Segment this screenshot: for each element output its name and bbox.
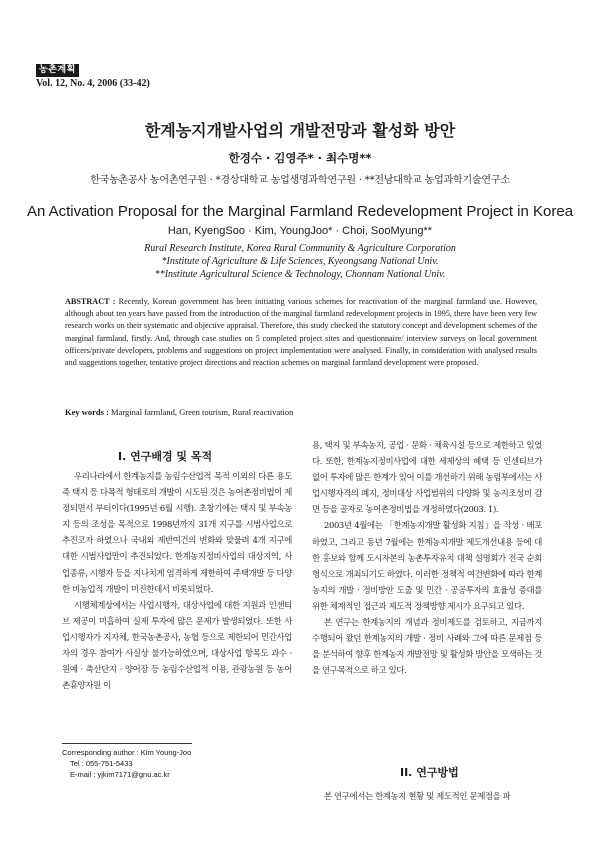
keywords [65, 407, 537, 417]
keywords-label: Key words : [65, 407, 109, 417]
footnote-tel: Tel : 055-751-5433 [70, 759, 133, 768]
section-heading-intro: I. 연구배경 및 목적 [118, 450, 213, 463]
paragraph: 본 연구는 한계농지의 개념과 정비제도를 검토하고, 지금까지 수행되어 왔던 한계농지의 개발 · 정비 사례와 그에 따른 문제점 등을 분석하여 향후 한계농지 개발전망 및 활성화 방안을 모색하는 것을 연구목적으로 하고 있다. [312, 617, 542, 676]
paragraph: 시행체계상에서는 사업시행자, 대상사업에 대한 지원과 인센티브 제공이 미흡하여 실제 투자에 많은 문제가 발생되었다. 또한 사업시행자가 지자체, 한국농촌공사, 농협 등으로 제한되어 민간사업자의 경우 참여가 사실상 불가능하였으며, 대상사업 항목도 과수 · 원예 · 축산단지 · 양어장 등 농림수산업적 이용, 관광농원 등 농어촌휴양자원 이 [62, 599, 292, 691]
right-column [312, 437, 542, 678]
journal-badge: 농촌계획 [36, 64, 79, 77]
footnote-author: Corresponding author : Kim Young-Joo [62, 748, 192, 757]
korean-affiliations: 한국농촌공사 농어촌연구원 · *경상대학교 농업생명과학연구원 · **전남대학교 농업과학기술연구소 [90, 175, 510, 186]
keywords-text: Marginal farmland, Green tourism, Rural reactivation [111, 407, 294, 417]
korean-authors: 한경수 · 김영주* · 최수명** [228, 151, 372, 165]
english-affiliation-2: *Institute of Agriculture & Life Sciences, Kyeongsang National Univ. [161, 256, 439, 267]
english-title: An Activation Proposal for the Marginal Farmland Redevelopment Project in Korea [26, 203, 574, 220]
left-column [62, 468, 292, 693]
paragraph: 우리나라에서 한계농지를 농림수산업적 목적 이외의 다른 용도 즉 택지 등 다목적 형태로의 개발이 시도된 것은 농어촌정비법이 제정되면서 부터이다(1995년 6월 시행). 초창기에는 택지 및 부속농지 등의 조성을 목적으로 1998년까지 31개 지구를 시범사업으로 추진코자 하였으나 국내외 제반여건의 변화와 맞물려 4개 지구에 대한 시범사업만이 추진되었다. 한계농지정비사업의 대상지역, 사업종류, 시행자 등을 지나치게 엄격하게 제한하여 주택개발 등 다양한 비농업적 개발이 미진한데서 비롯되었다. [62, 471, 292, 594]
english-affiliation-3: **Institute Agricultural Science & Technology, Chonnam National Univ. [154, 269, 446, 280]
english-affiliation-1: Rural Research Institute, Korea Rural Community & Agriculture Corporation [144, 243, 456, 254]
abstract-text: Recently, Korean government has been initiating various schemes for reactivation of the marginal farmland use. However, although about ten years have passed from the introduction of the marginal farmland redevelopment projects in 1995, there have been very few research works on their systematic and objective appraisal. Therefore, this study checked the statutory concept and development schemes of the marginal farmland, firstly. And, through case studies on 5 completed project sites and questionnaire/ interview surveys on local government officers/private developers, problems and suggestions on project implementation were analysed. Finally, in consideration with analysed results and suggestions together, tentative project directions and reaction schemes on marginal farmland development were proposed. [65, 297, 538, 368]
korean-title: 한계농지개발사업의 개발전망과 활성화 방안 [144, 121, 456, 140]
english-authors: Han, KyengSoo · Kim, YoungJoo* · Choi, SooMyung** [167, 225, 433, 237]
footnote-divider [62, 743, 192, 744]
paragraph: 2003년 4월에는 「한계농지개발 활성화 지침」을 작성 · 배포하였고, 그리고 동년 7월에는 한계농지개발 제도개선내용 등에 대한 홍보와 함께 도시자본의 농촌투자유치 대책 설명회가 전국 순회형식으로 개최되기도 하였다. 이러한 정책적 여건변화에 따라 한계농지의 개발 · 정비방안 도출 및 민간 · 공공투자의 효율성 증대를 위한 체계적인 접근과 제도적 정책방향 제시가 요구되고 있다. [312, 520, 542, 611]
volume-line: Vol. 12, No. 4, 2006 (33-42) [36, 78, 150, 89]
abstract-label: ABSTRACT : [65, 297, 116, 306]
paragraph: 본 연구에서는 한계농지 현황 및 제도적인 문제점을 파 [324, 791, 511, 801]
abstract [65, 296, 537, 369]
footnote-email: E-mail : yjkim7171@gnu.ac.kr [70, 770, 170, 779]
paragraph: 용, 택지 및 부속농지, 공업 · 문화 · 체육시설 등으로 제한하고 있었다. 또한, 한계농지정비사업에 대한 세제상의 혜택 등 인센티브가 없어 투자에 많은 한계가 있어 이를 개선하기 위해 농림부에서는 사업시행자격의 폐지, 정비대상 사업범위의 다양화 및 농지조성비 감면 등을 골자로 농어촌정비법을 개정하였다(2003. 1). [312, 440, 542, 515]
section-heading-method: II. 연구방법 [400, 766, 459, 779]
method-column [312, 788, 542, 804]
